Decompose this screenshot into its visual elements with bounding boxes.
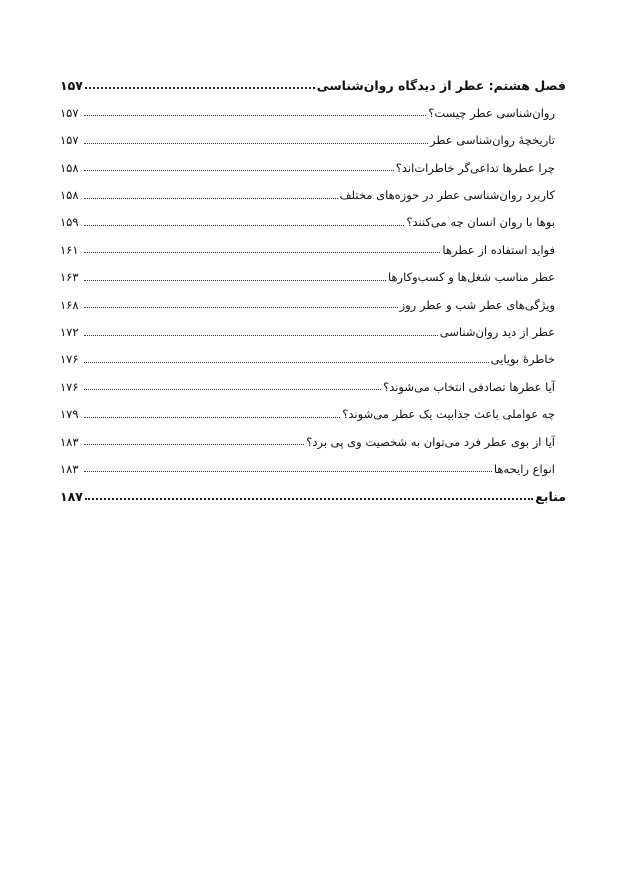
toc-dot-leader: [84, 417, 340, 418]
toc-page-number: ۱۷۶: [60, 352, 79, 367]
toc-entry: [60, 450, 566, 477]
toc-entry: [60, 176, 566, 203]
toc-entry-title: آیا از بوی عطر فرد می‌توان به شخصیت وی پی برد؟: [306, 434, 555, 449]
toc-entry-title: خاطرهٔ بویایی: [490, 352, 555, 367]
toc-entry-title: کاربرد روان‌شناسی عطر در حوزه‌های مختلف: [339, 188, 555, 203]
toc-entry: [60, 341, 566, 368]
toc-page-number: ۱۶۳: [60, 270, 79, 285]
toc-entry-title: آیا عطرها تصادفی انتخاب می‌شوند؟: [383, 379, 555, 394]
table-of-contents: [60, 64, 566, 505]
toc-dot-leader: [84, 280, 386, 281]
toc-chapter-heading: [60, 64, 566, 94]
toc-entry-title: تاریخچهٔ روان‌شناسی عطر: [429, 133, 555, 148]
toc-references-title: منابع: [535, 488, 566, 504]
toc-dot-leader: [84, 198, 338, 199]
toc-page-number: ۱۵۹: [60, 215, 79, 230]
toc-dot-leader: [84, 143, 428, 144]
toc-dot-leader: [84, 335, 438, 336]
toc-dot-leader: [84, 362, 489, 363]
toc-dot-leader: [85, 498, 533, 500]
toc-dot-leader: [85, 87, 315, 89]
toc-page-number: ۱۵۷: [60, 133, 79, 148]
toc-page-number: ۱۷۲: [60, 325, 79, 340]
toc-page-number: ۱۷۹: [60, 407, 79, 422]
toc-entry: [60, 94, 566, 121]
toc-entry: [60, 204, 566, 231]
toc-dot-leader: [84, 444, 304, 445]
toc-entry-title: عطر مناسب شغل‌ها و کسب‌وکارها: [387, 270, 555, 285]
toc-page-number: ۱۵۸: [60, 188, 79, 203]
toc-page-number: ۱۶۱: [60, 242, 79, 257]
toc-dot-leader: [84, 307, 398, 308]
toc-entry-title: بوها با روان انسان چه می‌کنند؟: [406, 215, 555, 230]
toc-page-number: ۱۸۳: [60, 434, 79, 449]
toc-chapter-title: فصل هشتم: عطر از دیدگاه روان‌شناسی: [316, 77, 566, 93]
toc-entry-title: فواید استفاده از عطرها: [442, 242, 555, 257]
toc-page-number: ۱۵۸: [60, 160, 79, 175]
toc-page-number: ۱۷۶: [60, 379, 79, 394]
toc-dot-leader: [84, 252, 440, 253]
toc-entry: [60, 258, 566, 285]
toc-page-number: ۱۸۳: [60, 461, 79, 476]
toc-dot-leader: [84, 225, 404, 226]
toc-dot-leader: [84, 170, 394, 171]
toc-page-number: ۱۶۸: [60, 297, 79, 312]
toc-dot-leader: [84, 389, 381, 390]
toc-page-number: ۱۸۷: [60, 488, 83, 504]
toc-entry: [60, 231, 566, 258]
toc-entry-title: چه عواملی باعث جذابیت یک عطر می‌شوند؟: [342, 407, 555, 422]
toc-entry: [60, 313, 566, 340]
toc-entry-title: چرا عطرها تداعی‌گر خاطرات‌اند؟: [395, 160, 555, 175]
toc-entry: [60, 121, 566, 148]
toc-entry: [60, 149, 566, 176]
toc-entry: [60, 395, 566, 422]
toc-dot-leader: [84, 115, 426, 116]
toc-dot-leader: [84, 471, 492, 472]
toc-entry: [60, 286, 566, 313]
toc-references-heading: [60, 477, 566, 505]
toc-entry-title: روان‌شناسی عطر چیست؟: [428, 105, 555, 120]
toc-entry-title: عطر از دید روان‌شناسی: [439, 325, 555, 340]
toc-entry: [60, 423, 566, 450]
toc-entry-title: انواع رایحه‌ها: [493, 461, 555, 476]
toc-page-number: ۱۵۷: [60, 105, 79, 120]
toc-entry: [60, 368, 566, 395]
toc-entry-title: ویژگی‌های عطر شب و عطر روز: [399, 297, 555, 312]
toc-page-number: ۱۵۷: [60, 77, 83, 93]
